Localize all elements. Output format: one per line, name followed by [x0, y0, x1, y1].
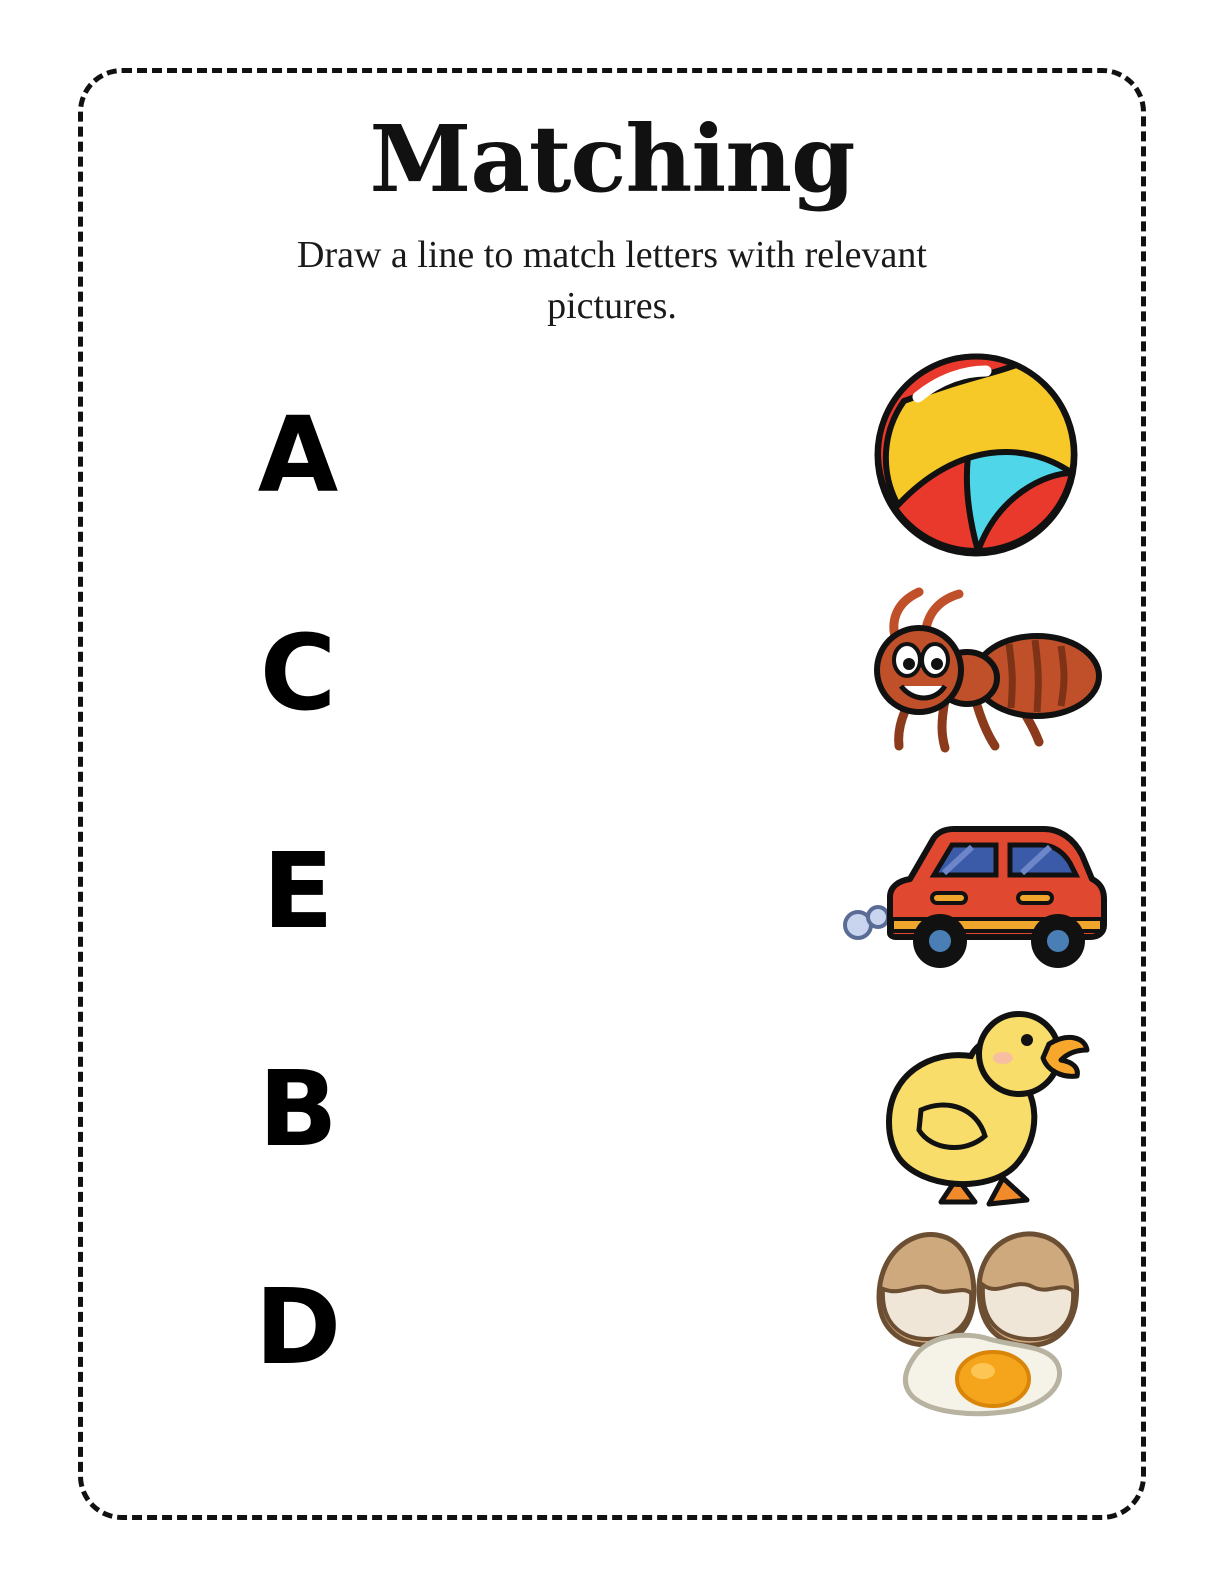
matching-row — [83, 564, 1141, 782]
matching-row — [83, 1218, 1141, 1436]
letter-target[interactable] — [83, 1048, 513, 1171]
picture-target[interactable] — [811, 578, 1141, 768]
car-icon — [836, 801, 1116, 981]
page-title: Matching — [369, 105, 855, 213]
matching-row — [83, 1000, 1141, 1218]
letter-label: E — [262, 830, 334, 953]
letter-label: B — [258, 1048, 338, 1171]
matching-row — [83, 346, 1141, 564]
letter-target[interactable] — [83, 612, 513, 735]
letter-label: C — [259, 612, 337, 735]
volleyball-ball-icon — [866, 345, 1086, 565]
picture-target[interactable] — [811, 1002, 1141, 1217]
picture-target[interactable] — [811, 1227, 1141, 1427]
cracked-egg-icon — [861, 1227, 1091, 1427]
worksheet-card — [78, 68, 1146, 1520]
matching-rows — [83, 346, 1141, 1436]
picture-target[interactable] — [811, 345, 1141, 565]
letter-label: A — [257, 394, 339, 517]
letter-target[interactable] — [83, 830, 513, 953]
duck-icon — [861, 1002, 1091, 1217]
letter-target[interactable] — [83, 1266, 513, 1389]
ant-icon — [841, 578, 1111, 768]
instructions-text: Draw a line to match letters with relevant pictures. — [297, 233, 927, 327]
picture-target[interactable] — [811, 801, 1141, 981]
letter-target[interactable] — [83, 394, 513, 517]
letter-label: D — [254, 1266, 342, 1389]
matching-row — [83, 782, 1141, 1000]
